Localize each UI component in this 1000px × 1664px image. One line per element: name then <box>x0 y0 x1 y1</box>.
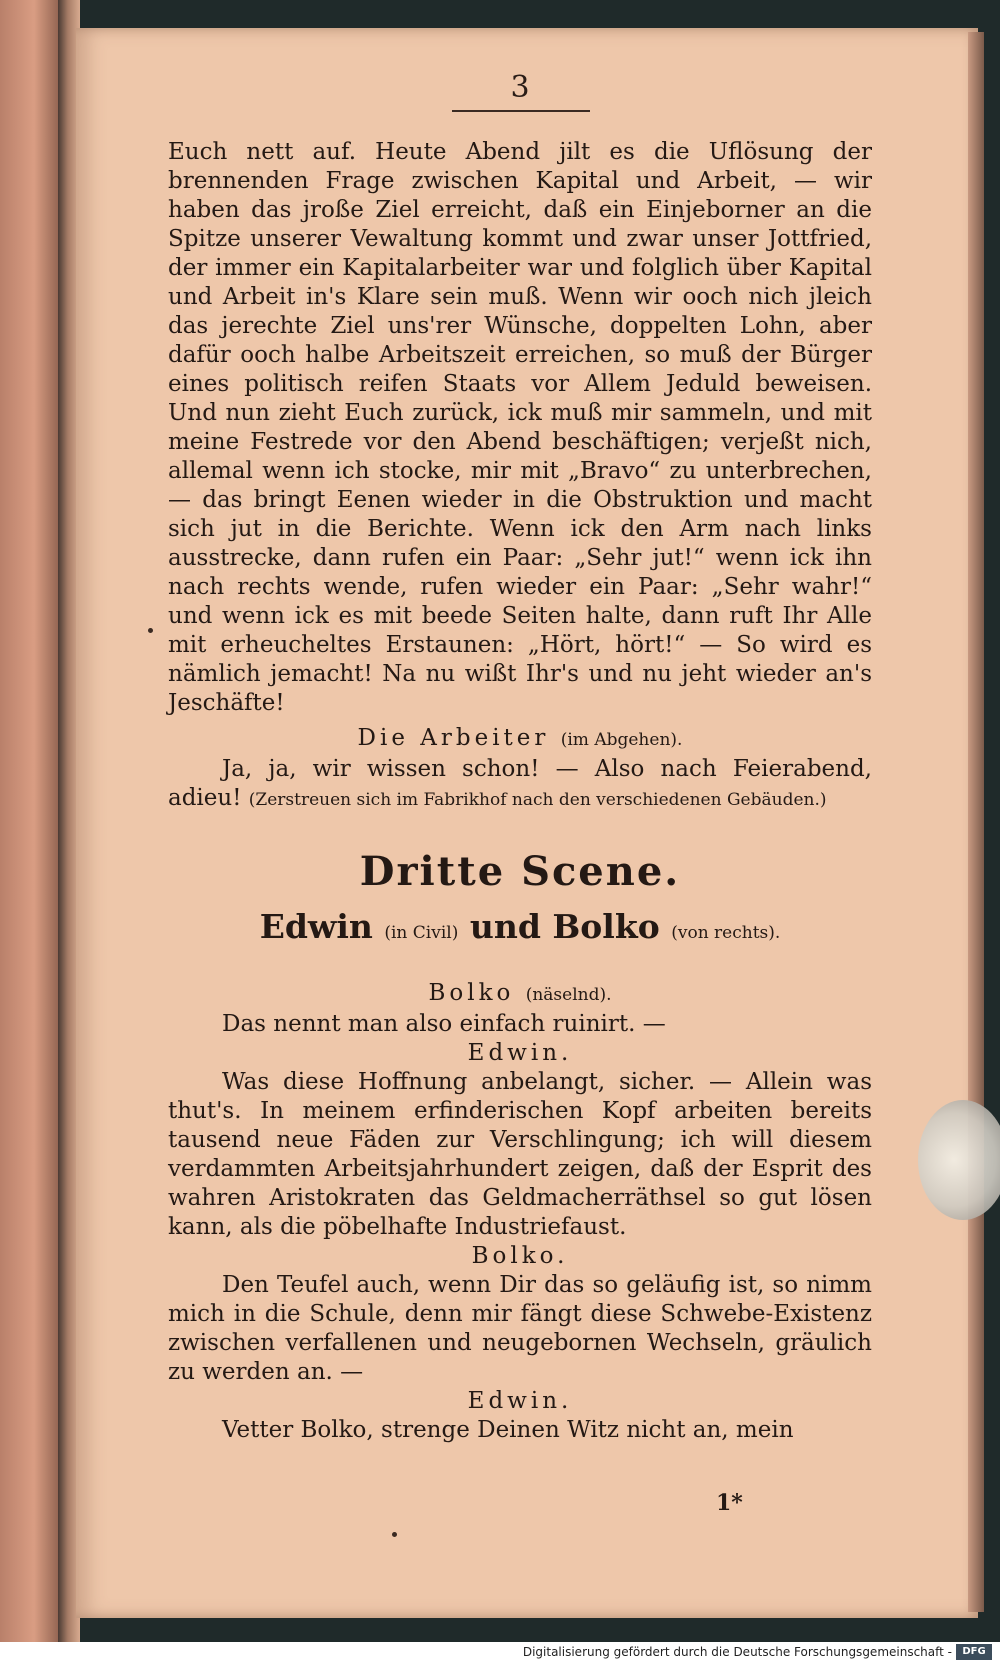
speaker-heading-arbeiter <box>168 724 872 755</box>
paper-speck <box>148 628 153 633</box>
speaker-heading: Edwin. <box>467 1040 573 1066</box>
dialogue-line <box>168 755 872 815</box>
speaker-heading <box>168 979 872 1010</box>
dialogue-text: Das nennt man also einfach ruinirt. — <box>222 1011 666 1037</box>
signature-mark: 1* <box>716 1490 743 1516</box>
paper-speck <box>392 1532 397 1537</box>
stage-direction: (im Abgehen). <box>560 730 683 750</box>
page-number: 3 <box>510 70 530 105</box>
footer-bar <box>0 1642 1000 1664</box>
speaker-name: Die Arbeiter <box>357 725 550 751</box>
footer-credit: Digitalisierung gefördert durch die Deutsche Forschungsgemeinschaft - <box>522 1645 952 1659</box>
dialogue-text: Ja, ja, wir wissen schon! — Also nach Feierabend, adieu! <box>168 756 872 811</box>
speech-paragraph: Euch nett auf. Heute Abend jilt es die Uflösung der brennenden Frage zwischen Kapital und Arbeit, — wir haben das jroße Ziel erreicht, daß ein Einjeborner an die Spitze unserer Vewaltung kommt und zwar unser Jottfried, der immer ein Kapitalarbeiter war und folglich über Kapital und Arbeit in's Klare sein muß. Wenn wir ooch nich jleich das jerechte Ziel uns'rer Wünsche, doppelten Lohn, aber dafür ooch halbe Arbeitszeit erreichen, so muß der Bürger eines politisch reifen Staats vor Allem Jeduld beweisen. Und nun zieht Euch zurück, ick muß mir sammeln, und mit meine Festrede vor den Abend beschäftigen; verjeßt nich, allemal wenn ich stocke, mir mit „Bravo“ zu unterbrechen, — das bringt Eenen wieder in die Obstruktion und macht sich jut in die Berichte. Wenn ick den Arm nach links ausstrecke, dann rufen ein Paar: „Sehr jut!“ wenn ick ihn nach rechts wende, rufen wieder ein Paar: „Sehr wahr!“ und wenn ick es mit beede Seiten halte, dann ruft Ihr Alle mit erheucheltes Erstaunen: „Hört, hört!“ — So wird es nämlich jemacht! Na nu wißt Ihr's und nu jeht wieder an's Jeschäfte! <box>168 139 872 716</box>
cast-note-1: (in Civil) <box>384 923 459 943</box>
page-body <box>168 138 872 1445</box>
scene-heading: Dritte Scene. <box>359 848 681 895</box>
stage-direction: (näselnd). <box>525 985 612 1005</box>
speaker-name: Bolko <box>428 980 515 1006</box>
dfg-logo-icon[interactable]: DFG <box>956 1644 992 1660</box>
dialogue-text: Den Teufel auch, wenn Dir das so geläufig ist, so nimm mich in die Schule, denn mir fängt diese Schwebe-Existenz zwischen verfallenen und neugebornen Wechseln, gräulich zu werden an. — <box>168 1272 872 1385</box>
page-stack-edge <box>968 32 984 1612</box>
thumb-scan-artifact <box>918 1100 1000 1220</box>
page-number-rule <box>452 110 590 112</box>
cast-line <box>168 907 872 953</box>
previous-page-edge <box>0 0 62 1664</box>
cast-name-2: Bolko <box>552 907 660 946</box>
stage-direction: (Zerstreuen sich im Fabrikhof nach den verschiedenen Gebäuden.) <box>248 790 827 810</box>
speaker-heading: Bolko. <box>471 1243 569 1269</box>
cast-conjunction: und <box>469 907 541 946</box>
dialogue-text: Vetter Bolko, strenge Deinen Witz nicht an, mein <box>222 1417 794 1443</box>
dialogue-text: Was diese Hoffnung anbelangt, sicher. — Allein was thut's. In meinem erfinderischen Kopf arbeiten bereits tausend neue Fäden zur Verschlingung; ich will diesem verdammten Arbeitsjahrhundert zeigen, daß der Esprit des wahren Aristokraten das Geldmacherräthsel so gut lösen kann, als die pöbelhafte Industriefaust. <box>168 1069 872 1240</box>
cast-note-2: (von rechts). <box>671 923 781 943</box>
speaker-heading: Edwin. <box>467 1388 573 1414</box>
cast-name-1: Edwin <box>259 907 373 946</box>
